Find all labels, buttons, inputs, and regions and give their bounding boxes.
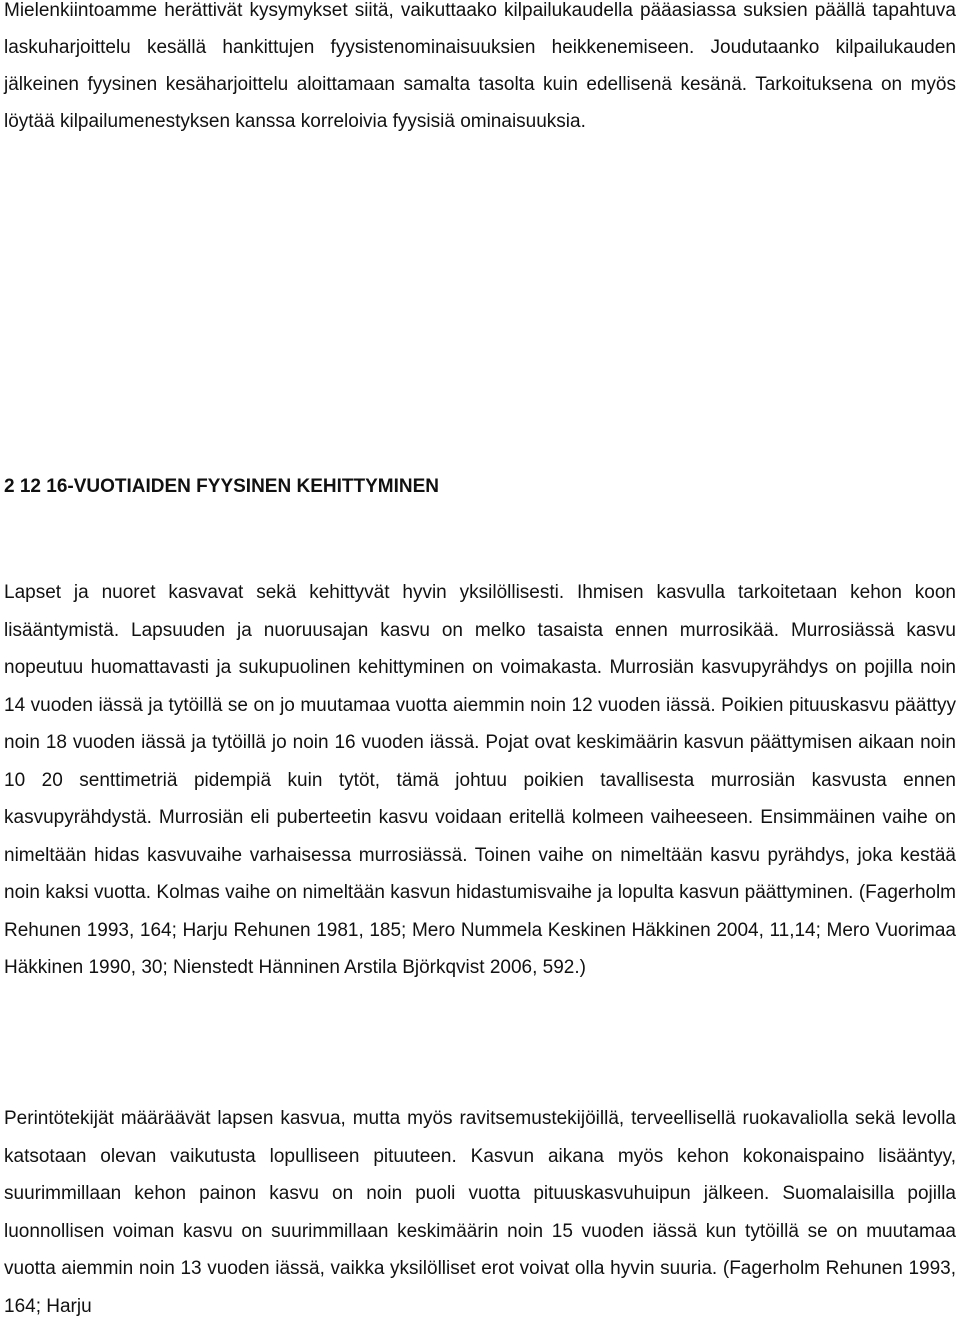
heredity-paragraph: Perintötekijät määräävät lapsen kasvua, mutta myös ravitsemustekijöillä, terveellisellä ruokavaliolla sekä levolla katsotaan olevan vaikutusta lopulliseen pituuteen. Kasvun aikana myös kehon kokonaispaino lisääntyy, suurimmillaan kehon painon kasvu on noin puoli vuotta pituuskasvuhuipun jälkeen. Suomalaisilla pojilla luonnollisen voiman kasvu on suurimmillaan keskimäärin noin 15 vuoden iässä kun tytöillä se on muutamaa vuotta aiemmin noin 13 vuoden iässä, vaikka yksilölliset erot voivat olla hyvin suuria. (Fagerholm Rehunen 1993, 164; Harju bbox=[4, 1108, 956, 1317]
intro-paragraph: Mielenkiintoamme herättivät kysymykset siitä, vaikuttaako kilpailukaudella pääasiassa suksien päällä tapahtuva laskuharjoittelu kesällä hankittujen fyysistenominaisuuksien heikkenemiseen. Joudutaanko kilpailukauden jälkeinen fyysinen kesäharjoittelu aloittamaan samalta tasolta kuin edellisenä kesänä. Tarkoituksena on myös löytää kilpailumenestyksen kanssa korreloivia fyysisiä ominaisuuksia. bbox=[4, 0, 956, 132]
growth-paragraph: Lapset ja nuoret kasvavat sekä kehittyvät hyvin yksilöllisesti. Ihmisen kasvulla tarkoitetaan kehon koon lisääntymistä. Lapsuuden ja nuoruusajan kasvu on melko tasaista ennen murrosikää. Murrosiässä kasvu nopeutuu huomattavasti ja sukupuolinen kehittyminen on voimakasta. Murrosiän kasvupyrähdys on pojilla noin 14 vuoden iässä ja tytöillä se on jo muutamaa vuotta aiemmin noin 12 vuoden iässä. Poikien pituuskasvu päättyy noin 18 vuoden iässä ja tytöillä jo noin 16 vuoden iässä. Pojat ovat keskimäärin kasvun päättymisen aikaan noin 10 20 senttimetriä pidempiä kuin tytöt, tämä johtuu poikien tavallisesta murrosiän kasvusta ennen kasvupyrähdystä. Murrosiän eli puberteetin kasvu voidaan eritellä kolmeen vaiheeseen. Ensimmäinen vaihe on nimeltään hidas kasvuvaihe varhaisessa murrosiässä. Toinen vaihe on nimeltään kasvu pyrähdys, joka kestää noin kaksi vuotta. Kolmas vaihe on nimeltään kasvun hidastumisvaihe ja lopulta kasvun päättyminen. (Fagerholm Rehunen 1993, 164; Harju Rehunen 1981, 185; Mero Nummela Keskinen Häkkinen 2004, 11,14; Mero Vuorimaa Häkkinen 1990, 30; Nienstedt Hänninen Arstila Björkqvist 2006, 592.) bbox=[4, 582, 956, 978]
section-heading: 2 12 16-VUOTIAIDEN FYYSINEN KEHITTYMINEN bbox=[4, 476, 439, 497]
